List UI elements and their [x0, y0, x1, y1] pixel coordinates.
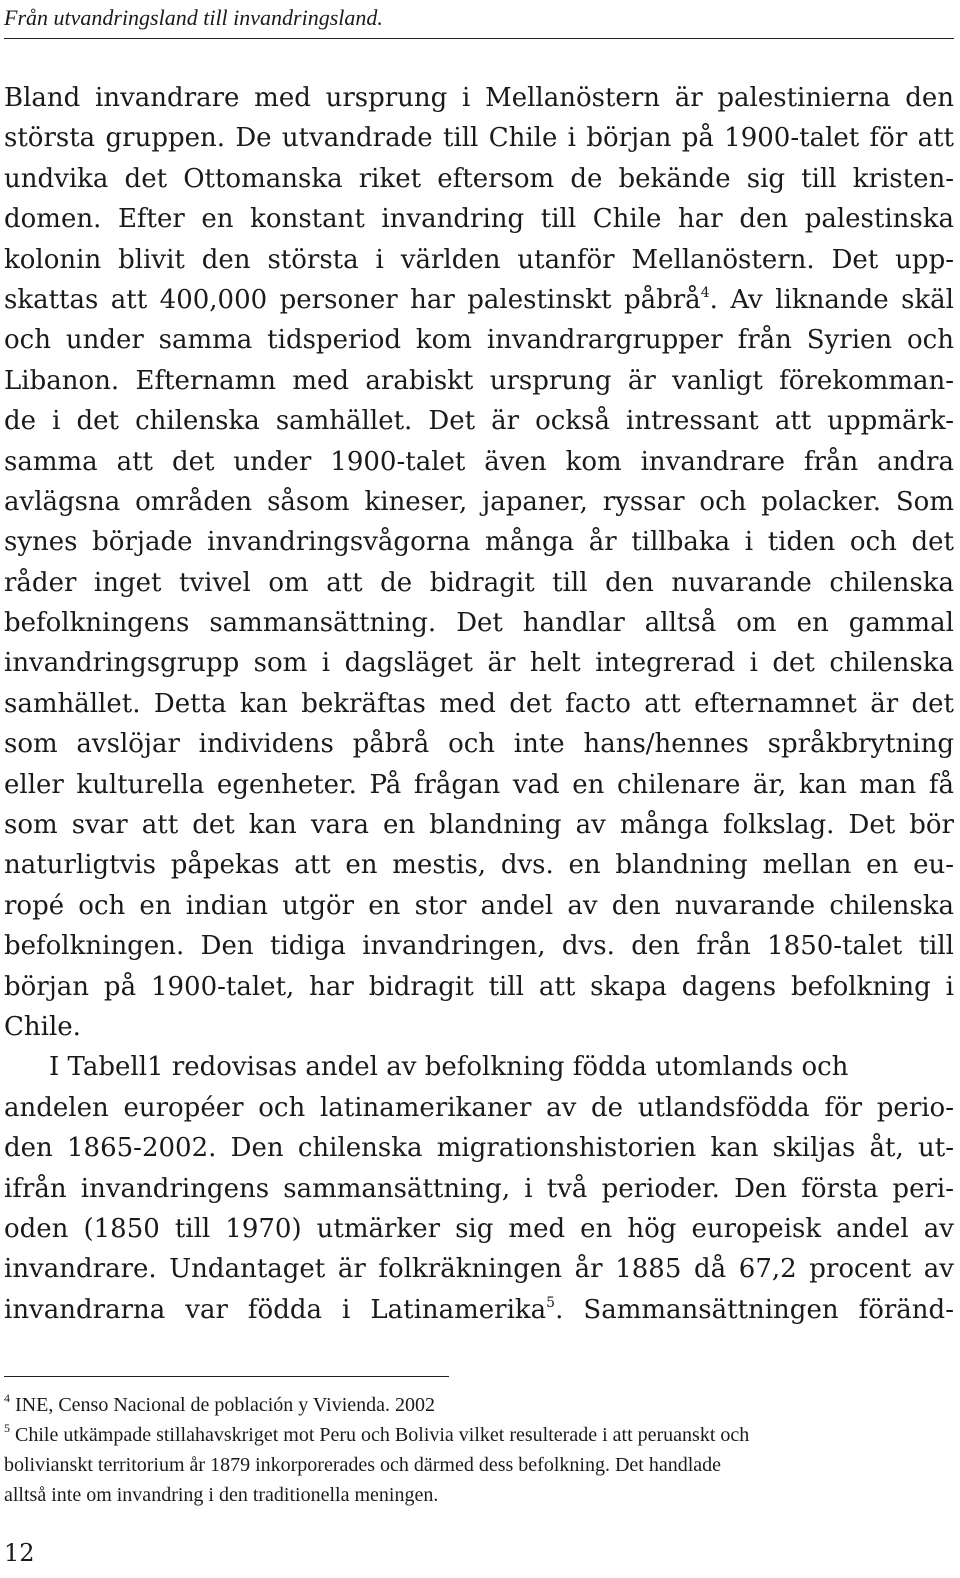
body-line	[4, 159, 954, 199]
footnote-number: 4	[4, 1391, 10, 1405]
footnotes	[4, 1390, 954, 1510]
body-line	[4, 522, 954, 562]
body-line	[4, 280, 954, 320]
body-line	[4, 1047, 954, 1087]
body-line	[4, 199, 954, 239]
body-line-text: invandringsgrupp som i dagsläget är helt integrerad i det chilenska	[4, 648, 954, 679]
body-text	[4, 78, 954, 1330]
body-line-text: och under samma tidsperiod kom invandrargrupper från Syrien och	[4, 325, 954, 356]
body-line	[4, 1290, 954, 1330]
body-line-text: början på 1900-talet, har bidragit till att skapa dagens befolkning i	[4, 971, 954, 1002]
body-line-text: den 1865-2002. Den chilenska migrationshistorien kan skiljas åt, ut-	[4, 1133, 954, 1164]
body-line-text: som avslöjar individens påbrå och inte hans/hennes språkbrytning	[4, 729, 954, 760]
body-line-text: samhället. Detta kan bekräftas med det facto att efternamnet är det	[4, 688, 954, 719]
body-line-text: oden (1850 till 1970) utmärker sig med en hög europeisk andel av	[4, 1213, 954, 1244]
body-line	[4, 320, 954, 360]
body-line	[4, 684, 954, 724]
body-line-text: ropé och en indian utgör en stor andel av den nuvarande chilenska	[4, 890, 954, 921]
running-header: Från utvandringsland till invandringsland.	[4, 5, 383, 30]
body-line-text: undvika det Ottomanska riket eftersom de bekände sig till kristen-	[4, 163, 954, 194]
body-line-text: domen. Efter en konstant invandring till Chile har den palestinska	[4, 204, 954, 235]
body-line-text: andelen européer och latinamerikaner av de utlandsfödda för perio-	[4, 1092, 954, 1123]
body-line	[4, 442, 954, 482]
body-line-text: Libanon. Efternamn med arabiskt ursprung är vanligt förekomman-	[4, 365, 954, 396]
body-line-text: I Tabell1 redovisas andel av befolkning födda utomlands och	[49, 1052, 849, 1083]
body-line	[4, 401, 954, 441]
page-number: 12	[4, 1539, 35, 1567]
body-line	[4, 1169, 954, 1209]
body-line-text: invandrare. Undantaget är folkräkningen år 1885 då 67,2 procent av	[4, 1254, 954, 1285]
body-line-text: avlägsna områden såsom kineser, japaner, ryssar och polacker. Som	[4, 486, 954, 517]
header-rule	[4, 38, 954, 39]
footnote-text: alltså inte om invandring i den traditionella meningen.	[4, 1484, 439, 1506]
footnote-text: Chile utkämpade stillahavskriget mot Peru och Bolivia vilket resulterade i att peruanskt och	[10, 1424, 750, 1446]
body-line	[4, 805, 954, 845]
body-line	[4, 886, 954, 926]
body-line	[4, 78, 954, 118]
body-line	[4, 563, 954, 603]
footnote-number: 5	[4, 1421, 10, 1435]
body-line-text: eller kulturella egenheter. På frågan vad en chilenare är, kan man få	[4, 769, 954, 800]
body-line	[4, 482, 954, 522]
body-line	[4, 1128, 954, 1168]
body-line-text: Bland invandrare med ursprung i Mellanöstern är palestinierna den	[4, 83, 954, 113]
body-line	[4, 1209, 954, 1249]
body-line-text: kolonin blivit den största i världen utanför Mellanöstern. Det upp-	[4, 244, 954, 275]
body-line-text: naturligtvis påpekas att en mestis, dvs. en blandning mellan en eu-	[4, 850, 954, 881]
body-line	[4, 643, 954, 683]
body-line	[4, 1007, 954, 1047]
footnote-line	[4, 1390, 954, 1420]
body-line-text: största gruppen. De utvandrade till Chile i början på 1900-talet för att	[4, 123, 954, 154]
body-line	[4, 724, 954, 764]
body-line-text: råder inget tvivel om att de bidragit till den nuvarande chilenska	[4, 567, 954, 598]
body-line	[4, 926, 954, 966]
body-line-text: Chile.	[4, 1011, 81, 1042]
body-line-text: . Av liknande skäl	[709, 284, 954, 315]
body-line-text: skattas att 400,000 personer har palestinskt påbrå	[4, 284, 701, 315]
footnote-text: bolivianskt territorium år 1879 inkorporerades och därmed dess befolkning. Det handlade	[4, 1454, 722, 1476]
body-line-text: de i det chilenska samhället. Det är också intressant att uppmärk-	[4, 406, 954, 437]
body-line	[4, 118, 954, 158]
body-line	[4, 1088, 954, 1128]
body-line	[4, 240, 954, 280]
footnote-ref: 5	[546, 1294, 556, 1311]
body-line	[4, 603, 954, 643]
body-line-text: som svar att det kan vara en blandning av många folkslag. Det bör	[4, 810, 954, 841]
body-line	[4, 845, 954, 885]
footnote-line	[4, 1420, 954, 1450]
body-line	[4, 1249, 954, 1289]
footnote-line	[4, 1480, 954, 1510]
footnote-text: INE, Censo Nacional de población y Vivienda. 2002	[10, 1394, 435, 1416]
body-line	[4, 967, 954, 1007]
body-line-text: . Sammansättningen föränd-	[555, 1294, 954, 1325]
body-line-text: synes började invandringsvågorna många år tillbaka i tiden och det	[4, 527, 954, 558]
footnote-line	[4, 1450, 954, 1480]
footnote-ref: 4	[700, 284, 710, 301]
body-line-text: samma att det under 1900-talet även kom invandrare från andra	[4, 446, 954, 477]
body-line-text: ifrån invandringens sammansättning, i två perioder. Den första peri-	[4, 1173, 954, 1204]
body-line	[4, 765, 954, 805]
body-line-text: befolkningen. Den tidiga invandringen, dvs. den från 1850-talet till	[4, 931, 954, 962]
body-line-text: befolkningens sammansättning. Det handlar alltså om en gammal	[4, 608, 954, 639]
body-line-text: invandrarna var födda i Latinamerika	[4, 1294, 547, 1325]
body-line	[4, 361, 954, 401]
footnote-rule	[4, 1376, 449, 1377]
